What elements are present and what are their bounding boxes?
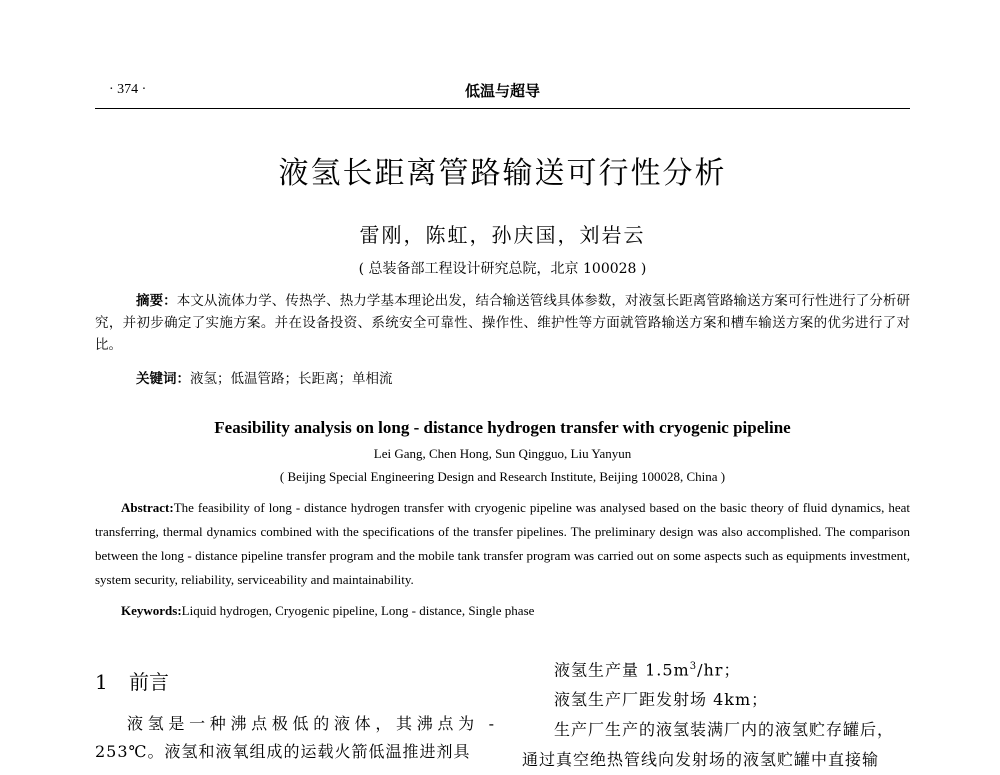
paper-title-chinese: 液氢长距离管路输送可行性分析	[278, 156, 727, 191]
right-line-transfer: 通过真空绝热管线向发射场的液氢贮罐中直接输	[522, 750, 880, 770]
keywords-chinese-text: 液氢；低温管路；长距离；单相流	[190, 371, 393, 387]
affiliation-english: ( Beijing Special Engineering Design and Research Institute, Beijing 100028, China )	[279, 469, 726, 484]
abstract-chinese	[95, 290, 910, 356]
right-line-distance: 液氢生产厂距发射场 4km；	[554, 690, 769, 710]
keywords-chinese	[136, 368, 393, 390]
abstract-english-label: Abstract:	[121, 500, 174, 515]
abstract-english	[95, 496, 910, 592]
right-column	[522, 652, 910, 775]
header-rule	[95, 108, 910, 109]
affiliation-chinese: ( 总装备部工程设计研究总院，北京 100028 )	[358, 261, 647, 277]
section-title: 前言	[129, 670, 169, 694]
paper-title-english: Feasibility analysis on long - distance hydrogen transfer with cryogenic pipeline	[214, 418, 791, 437]
keywords-english-label: Keywords:	[121, 603, 182, 618]
abstract-english-text: The feasibility of long - distance hydrogen transfer with cryogenic pipeline was analysed based on the basic theory of fluid dynamics, heat transferring, thermal dynamics combined with the specifications of the transfer pipelines. The preliminary design was also accomplished. The comparison between the long - distance pipeline transfer program and the mobile tank transfer program was carried out on some aspects such as equipments investment, system security, reliability, serviceability and maintainability.	[95, 500, 910, 587]
right-line-storage: 生产厂生产的液氢装满厂内的液氢贮存罐后，	[554, 720, 895, 740]
left-column-paragraph: 液氢是一种沸点极低的液体，其沸点为 - 253℃。液氢和液氧组成的运载火箭低温推进剂具	[95, 714, 495, 761]
right-line-production: 液氢生产量 $1.5m^3/hr$；	[554, 660, 741, 680]
authors-chinese: 雷刚，陈虹，孙庆国，刘岩云	[359, 223, 646, 247]
page-number: · 374 ·	[109, 82, 147, 97]
journal-title: 低温与超导	[464, 82, 540, 100]
abstract-chinese-text: 本文从流体力学、传热学、热力学基本理论出发，结合输送管线具体参数，对液氢长距离管路输送方案可行性进行了分析研究，并初步确定了实施方案。并在设备投资、系统安全可靠性、操作性、维护性等方面就管路输送方案和槽车输送方案的优劣进行了对比。	[95, 293, 911, 353]
section-number: 1	[95, 670, 108, 694]
authors-english: Lei Gang, Chen Hong, Sun Qingguo, Liu Yanyun	[373, 446, 632, 461]
keywords-english-text: Liquid hydrogen, Cryogenic pipeline, Long - distance, Single phase	[181, 603, 535, 618]
section-heading	[95, 666, 169, 695]
running-header	[95, 80, 910, 104]
keywords-english	[121, 600, 534, 622]
abstract-chinese-label: 摘要：	[136, 293, 177, 309]
keywords-chinese-label: 关键词：	[136, 371, 190, 387]
